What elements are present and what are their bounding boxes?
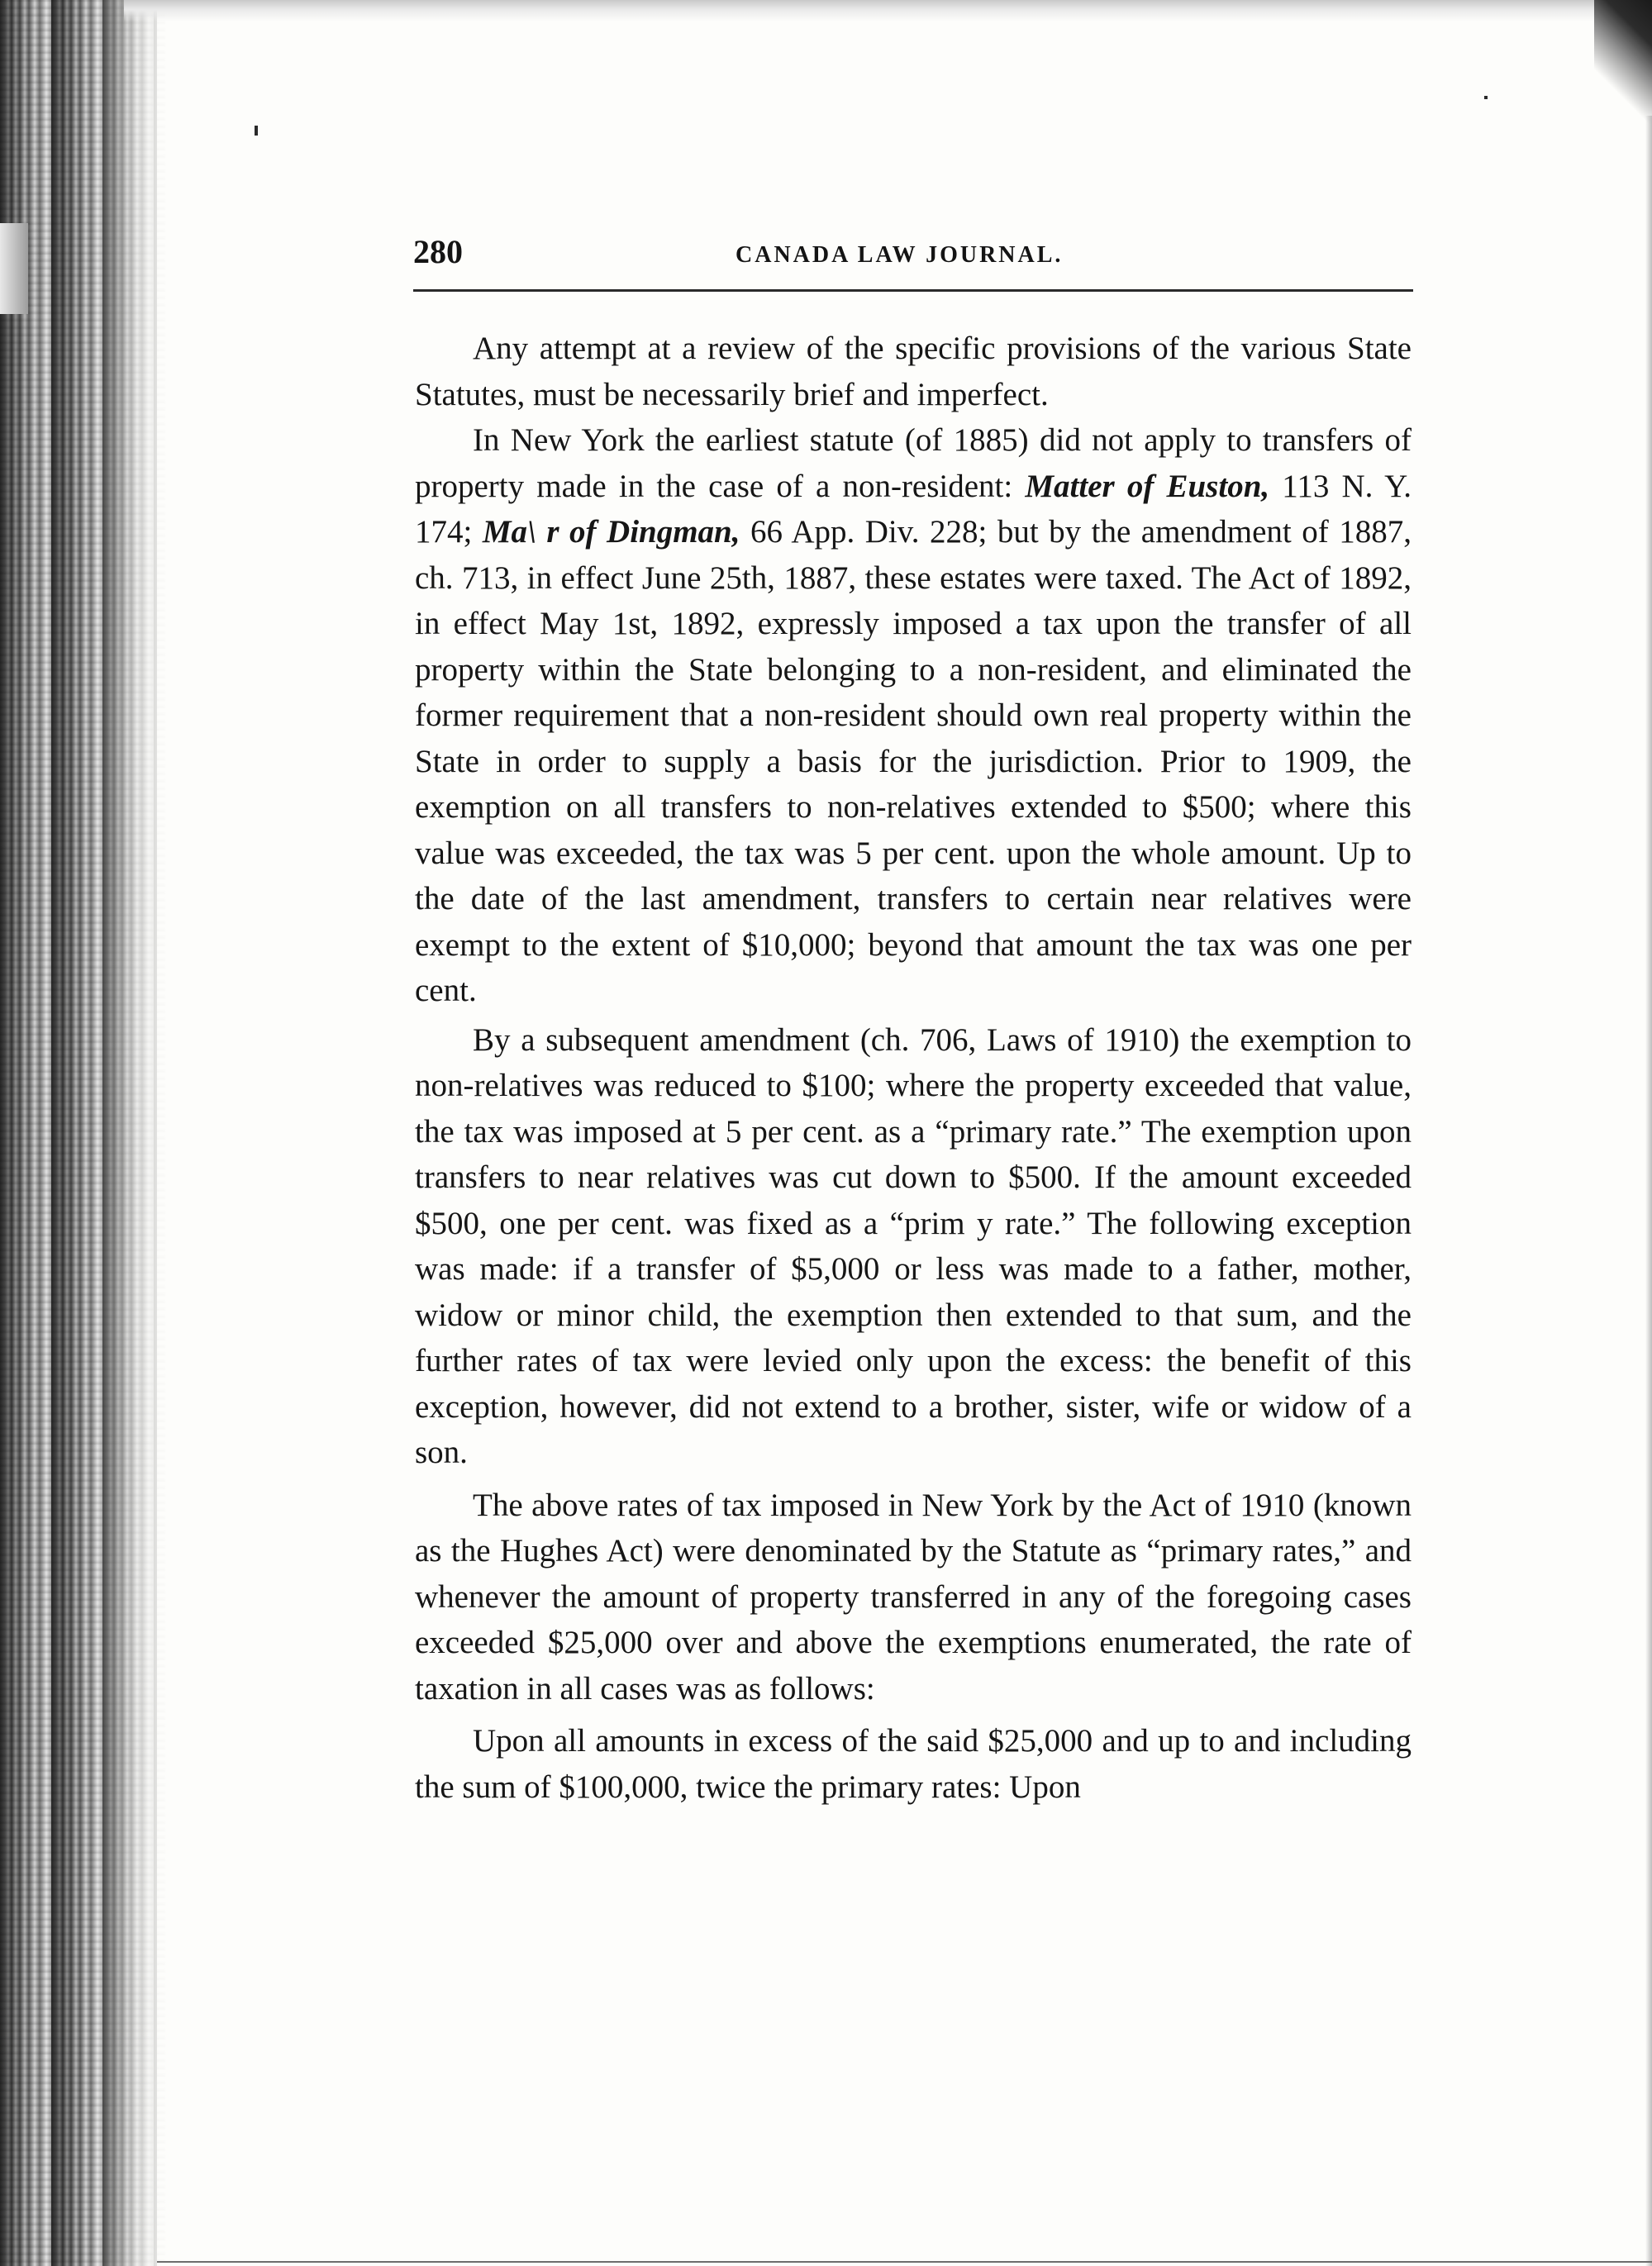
paragraph-2-text-c: 66 App. Div. 228; but by the amendment of 1887, ch. 713, in effect June 25th, 1887, these estates were taxed. The Act of 1892, in effect May 1st, 1892, expressly imposed a tax upon the transfer of all property within the State belonging to a non-resident, and eliminated the former requirement that a non-resident should own real property within the State in order to supply a basis for the jurisdiction. Prior to 1909, the exemption on all transfers to non-relatives extended to $500; where this value was exceeded, the tax was 5 per cent. upon the whole amount. Up to the date of the last amendment, transfers to certain near relatives were exempt to the extent of $10,000; beyond that amount the tax was one per cent.: [415, 514, 1412, 1008]
paragraph-2-text-a: In New York the earliest statute (of 1885) did not apply to transfers of property made in the case of a non-resident:: [415, 422, 1412, 504]
binding-notch: [0, 223, 28, 314]
stray-ink-mark: [255, 126, 258, 136]
case-citation-dingman: Ma\ r of Dingman,: [482, 514, 740, 550]
paragraph-1: Any attempt at a review of the specific provisions of the various State Statutes, must be necessarily brief and imperfect.: [415, 331, 1412, 412]
running-head: [413, 231, 1413, 281]
paragraph-2-text-b: 113 N. Y. 174;: [415, 468, 1412, 550]
paragraph-2: [415, 417, 1412, 1014]
top-page-edge: [124, 0, 1652, 21]
paragraph-5: Upon all amounts in excess of the said $25,000 and up to and including the sum of $100,000, twice the primary rates: Upon: [415, 1723, 1412, 1805]
body-text: [415, 326, 1412, 1813]
paragraph-4: The above rates of tax imposed in New York by the Act of 1910 (known as the Hughes Act) were denominated by the Statute as “primary rates,” and whenever the amount of property transferred in any of the foregoing cases exceeded $25,000 over and above the exemptions enumerated, the rate of taxation in all cases was as follows:: [415, 1487, 1412, 1707]
bottom-page-edge: [157, 2261, 1652, 2263]
journal-title: CANADA LAW JOURNAL.: [736, 242, 1064, 268]
stray-ink-dot: [1484, 96, 1488, 99]
right-page-edge: [1645, 116, 1652, 2266]
page-number: 280: [413, 233, 463, 270]
page-corner-shadow: [1594, 0, 1652, 124]
case-citation-euston: Matter of Euston,: [1025, 468, 1270, 504]
binding-fade: [91, 0, 182, 2266]
header-rule: [413, 289, 1413, 292]
paragraph-3: By a subsequent amendment (ch. 706, Laws of 1910) the exemption to non-relatives was reduced to $100; where the property exceeded that value, the tax was imposed at 5 per cent. as a “primary rate.” The exemption upon transfers to near relatives was cut down to $500. If the amount exceeded $500, one per cent. was fixed as a “prim y rate.” The following exception was made: if a transfer of $5,000 or less was made to a father, mother, widow or minor child, the exemption then extended to that sum, and the further rates of tax were levied only upon the excess: the benefit of this exception, however, did not extend to a brother, sister, wife or widow of a son.: [415, 1021, 1412, 1470]
